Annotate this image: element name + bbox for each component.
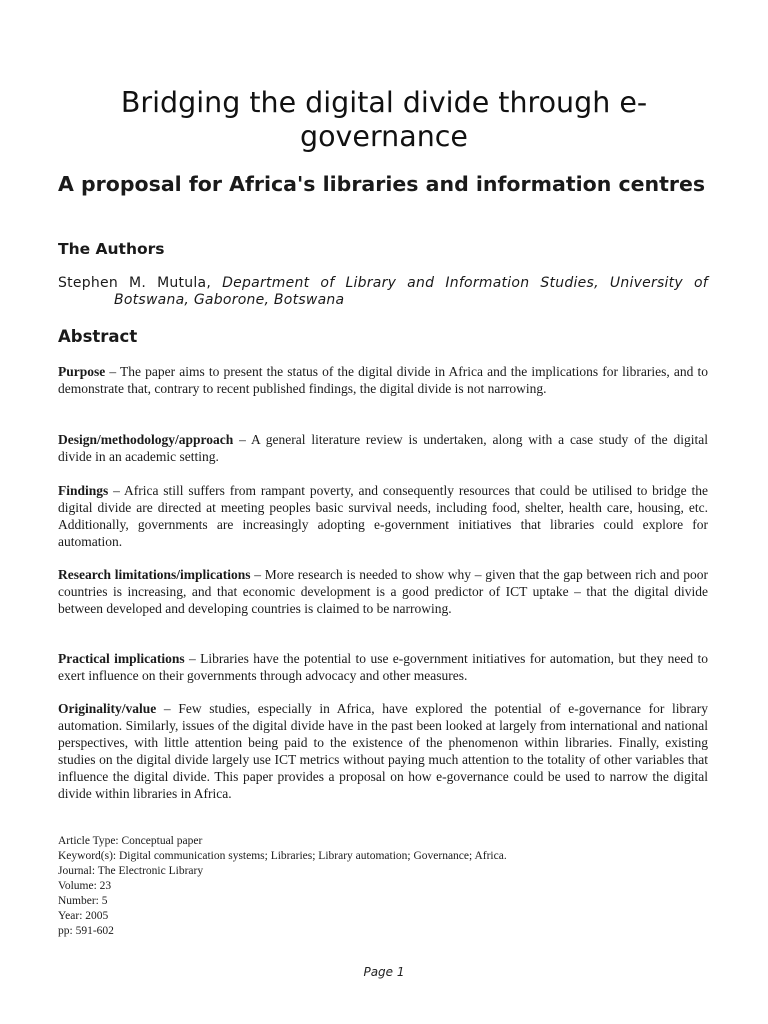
abstract-text: – Libraries have the potential to use e-government initiatives for automation, but they need to exert influence on their governments through advocacy and other measures. <box>58 651 708 683</box>
abstract-text: – A general literature review is undertaken, along with a case study of the digital divide in an academic setting. <box>58 432 708 464</box>
abstract-text: – The paper aims to present the status of the digital divide in Africa and the implications for libraries, and to demonstrate that, contrary to recent published findings, the digital divide is not narrowing. <box>58 364 708 396</box>
abstract-text: – More research is needed to show why – given that the gap between rich and poor countries is increasing, and that economic development is a good predictor of ICT uptake – that the digital divide between developed and developing countries is claimed to be narrowing. <box>58 567 709 616</box>
authors-heading: The Authors <box>58 240 165 258</box>
paper-title: Bridging the digital divide through e-governance <box>120 86 648 153</box>
abstract-text: – Africa still suffers from rampant poverty, and consequently resources that could be utilised to bridge the digital divide are directed at meeting peoples basic survival needs, including food, shelter, health care, housing, etc. Additionally, governments are increasingly adopting e-government initiatives that libraries could explore for automation. <box>58 483 708 549</box>
abstract-originality <box>58 700 708 802</box>
keywords: Keyword(s): Digital communication systems; Libraries; Library automation; Governance; Africa. <box>58 850 507 862</box>
abstract-practical <box>58 650 708 684</box>
author-affiliation: Department of Library and Information Studies, University of Botswana, Gaborone, Botswana <box>114 275 708 308</box>
abstract-label: Findings <box>58 483 109 498</box>
paper-subtitle: A proposal for Africa's libraries and information centres <box>58 172 706 196</box>
abstract-limitations <box>58 566 708 617</box>
page-number: Page 1 <box>363 965 405 979</box>
article-type: Article Type: Conceptual paper <box>58 835 203 847</box>
issue-number: Number: 5 <box>58 895 108 907</box>
abstract-findings <box>58 482 708 550</box>
abstract-purpose <box>58 363 708 397</box>
year: Year: 2005 <box>58 910 109 922</box>
journal: Journal: The Electronic Library <box>58 865 204 877</box>
abstract-label: Design/methodology/approach <box>58 432 234 447</box>
abstract-heading: Abstract <box>58 327 138 346</box>
volume: Volume: 23 <box>58 880 112 892</box>
abstract-label: Research limitations/implications <box>58 567 251 582</box>
abstract-label: Originality/value <box>58 701 157 716</box>
pages: pp: 591-602 <box>58 925 114 937</box>
author-line <box>58 275 708 309</box>
abstract-text: – Few studies, especially in Africa, have explored the potential of e-governance for library automation. Similarly, issues of the digital divide have in the past been looked at largely from international and national perspectives, with little attention being paid to the existence of the phenomenon within libraries. Finally, existing studies on the digital divide largely use ICT metrics without paying much attention to the totality of other variables that influence the digital divide. This paper provides a proposal on how e-governance could be used to narrow the digital divide within libraries in Africa. <box>58 701 708 801</box>
article-metadata <box>58 834 507 939</box>
abstract-design <box>58 431 708 465</box>
abstract-label: Practical implications <box>58 651 185 666</box>
abstract-label: Purpose <box>58 364 106 379</box>
author-name: Stephen M. Mutula, <box>58 275 212 291</box>
